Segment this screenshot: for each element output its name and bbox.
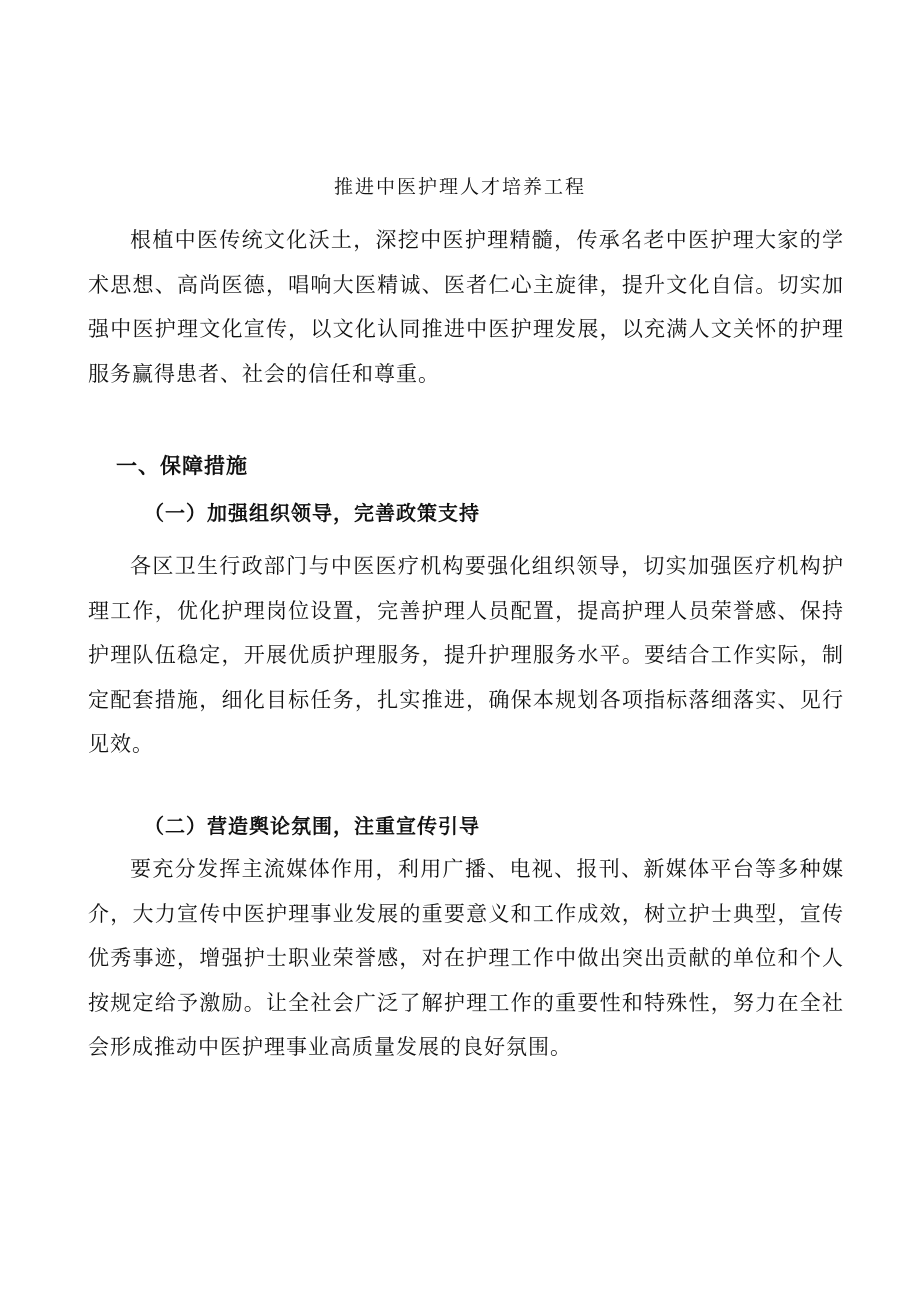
subsection-2-body: 要充分发挥主流媒体作用，利用广播、电视、报刊、新媒体平台等多种媒介，大力宣传中医护理事业发展的重要意义和工作成效，树立护士典型，宣传优秀事迹，增强护士职业荣誉感，对在护理工作中做出突出贡献的单位和个人按规定给予激励。让全社会广泛了解护理工作的重要性和特殊性，努力在全社会形成推动中医护理事业高质量发展的良好氛围。 [88,857,844,1059]
subsection-1-body: 各区卫生行政部门与中医医疗机构要强化组织领导，切实加强医疗机构护理工作，优化护理岗位设置，完善护理人员配置，提高护理人员荣誉感、保持护理队伍稳定，开展优质护理服务，提升护理服务水平。要结合工作实际，制定配套措施，细化目标任务，扎实推进，确保本规划各项指标落细落实、见行见效。 [88,554,844,756]
intro-paragraph: 根植中医传统文化沃土，深挖中医护理精髓，传承名老中医护理大家的学术思想、高尚医德，唱响大医精诚、医者仁心主旋律，提升文化自信。切实加强中医护理文化宣传，以文化认同推进中医护理发展，以充满人文关怀的护理服务赢得患者、社会的信任和尊重。 [88,228,844,386]
section-heading-safeguards: 一、保障措施 [116,453,248,478]
subsection-heading-1: （一）加强组织领导，完善政策支持 [144,501,480,525]
document-title: 推进中医护理人才培养工程 [333,176,586,198]
subsection-heading-2: （二）营造舆论氛围，注重宣传引导 [144,814,480,838]
